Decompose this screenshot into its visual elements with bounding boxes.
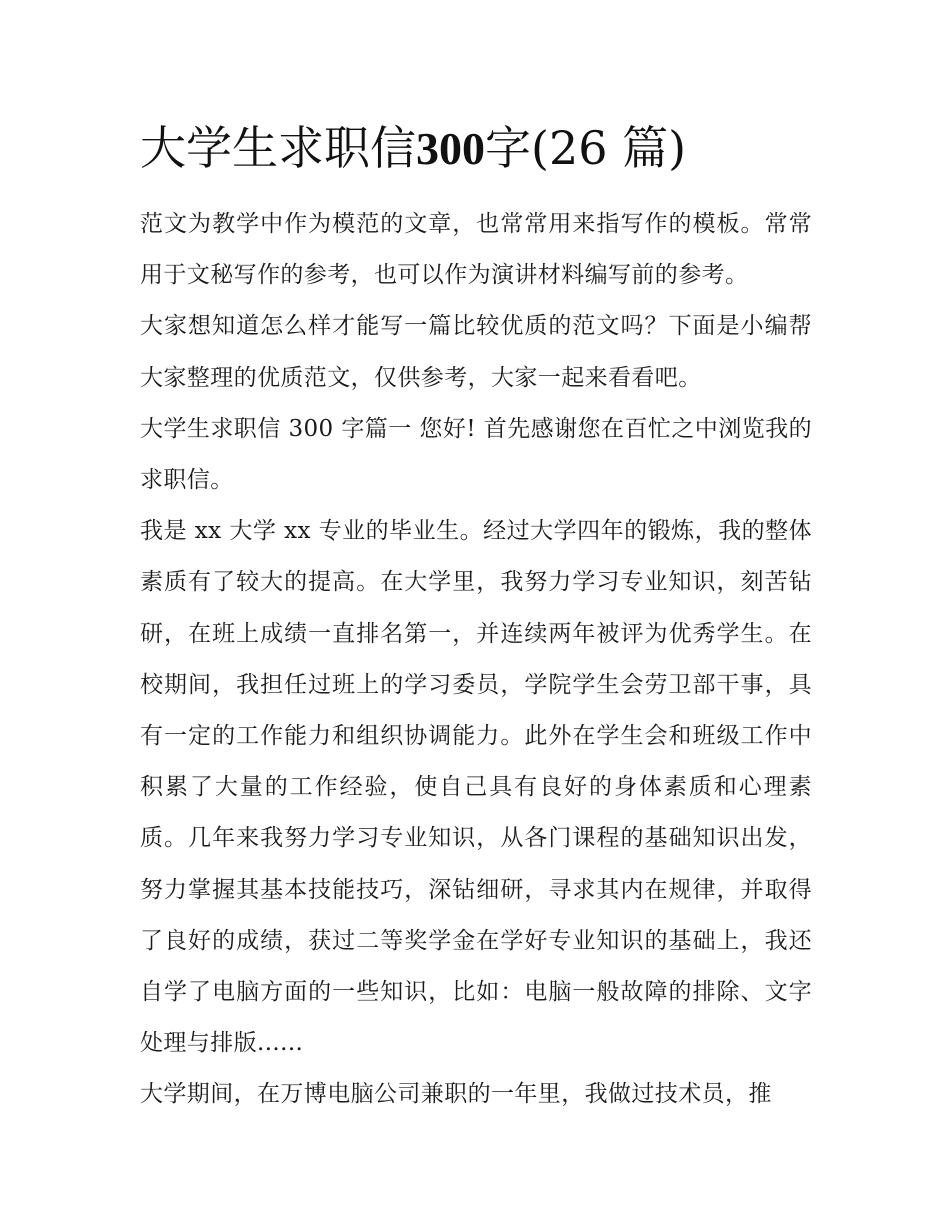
title-prefix: 大学生求职信 [140, 121, 416, 175]
paragraph-intro: 范文为教学中作为模范的文章，也常常用来指写作的模板。常常用于文秘写作的参考，也可以作为演讲材料编写前的参考。 [140, 211, 812, 289]
paragraph-self-introduction: 我是 xx 大学 xx 专业的毕业生。经过大学四年的锻炼，我的整体素质有了较大的提高。在大学里，我努力学习专业知识，刻苦钻研，在班上成绩一直排名第一，并连续两年被评为优秀学生。在校期间，我担任过班上的学习委员，学院学生会劳卫部干事，具有一定的工作能力和组织协调能力。此外在学生会和班级工作中积累了大量的工作经验，使自己具有良好的身体素质和心理素质。几年来我努力学习专业知识，从各门课程的基础知识出发，努力掌握其基本技能技巧，深钻细研，寻求其内在规律，并取得了良好的成绩，获过二等奖学金在学好专业知识的基础上，我还自学了电脑方面的一些知识，比如：电脑一般故障的排除、文字处理与排版...... [140, 518, 812, 1057]
paragraph-greeting: 大学生求职信 300 字篇一 您好! 首先感谢您在百忙之中浏览我的求职信。 [140, 415, 812, 494]
document-body [140, 199, 812, 1121]
title-suffix: 字(26 篇) [485, 121, 687, 175]
title-number: 300 [416, 123, 485, 174]
paragraph-question: 大家想知道怎么样才能写一篇比较优质的范文吗？下面是小编帮大家整理的优质范文，仅供参考，大家一起来看看吧。 [140, 313, 812, 391]
paragraph-experience: 大学期间，在万博电脑公司兼职的一年里，我做过技术员，推 [140, 1081, 772, 1108]
document-title [140, 118, 820, 179]
